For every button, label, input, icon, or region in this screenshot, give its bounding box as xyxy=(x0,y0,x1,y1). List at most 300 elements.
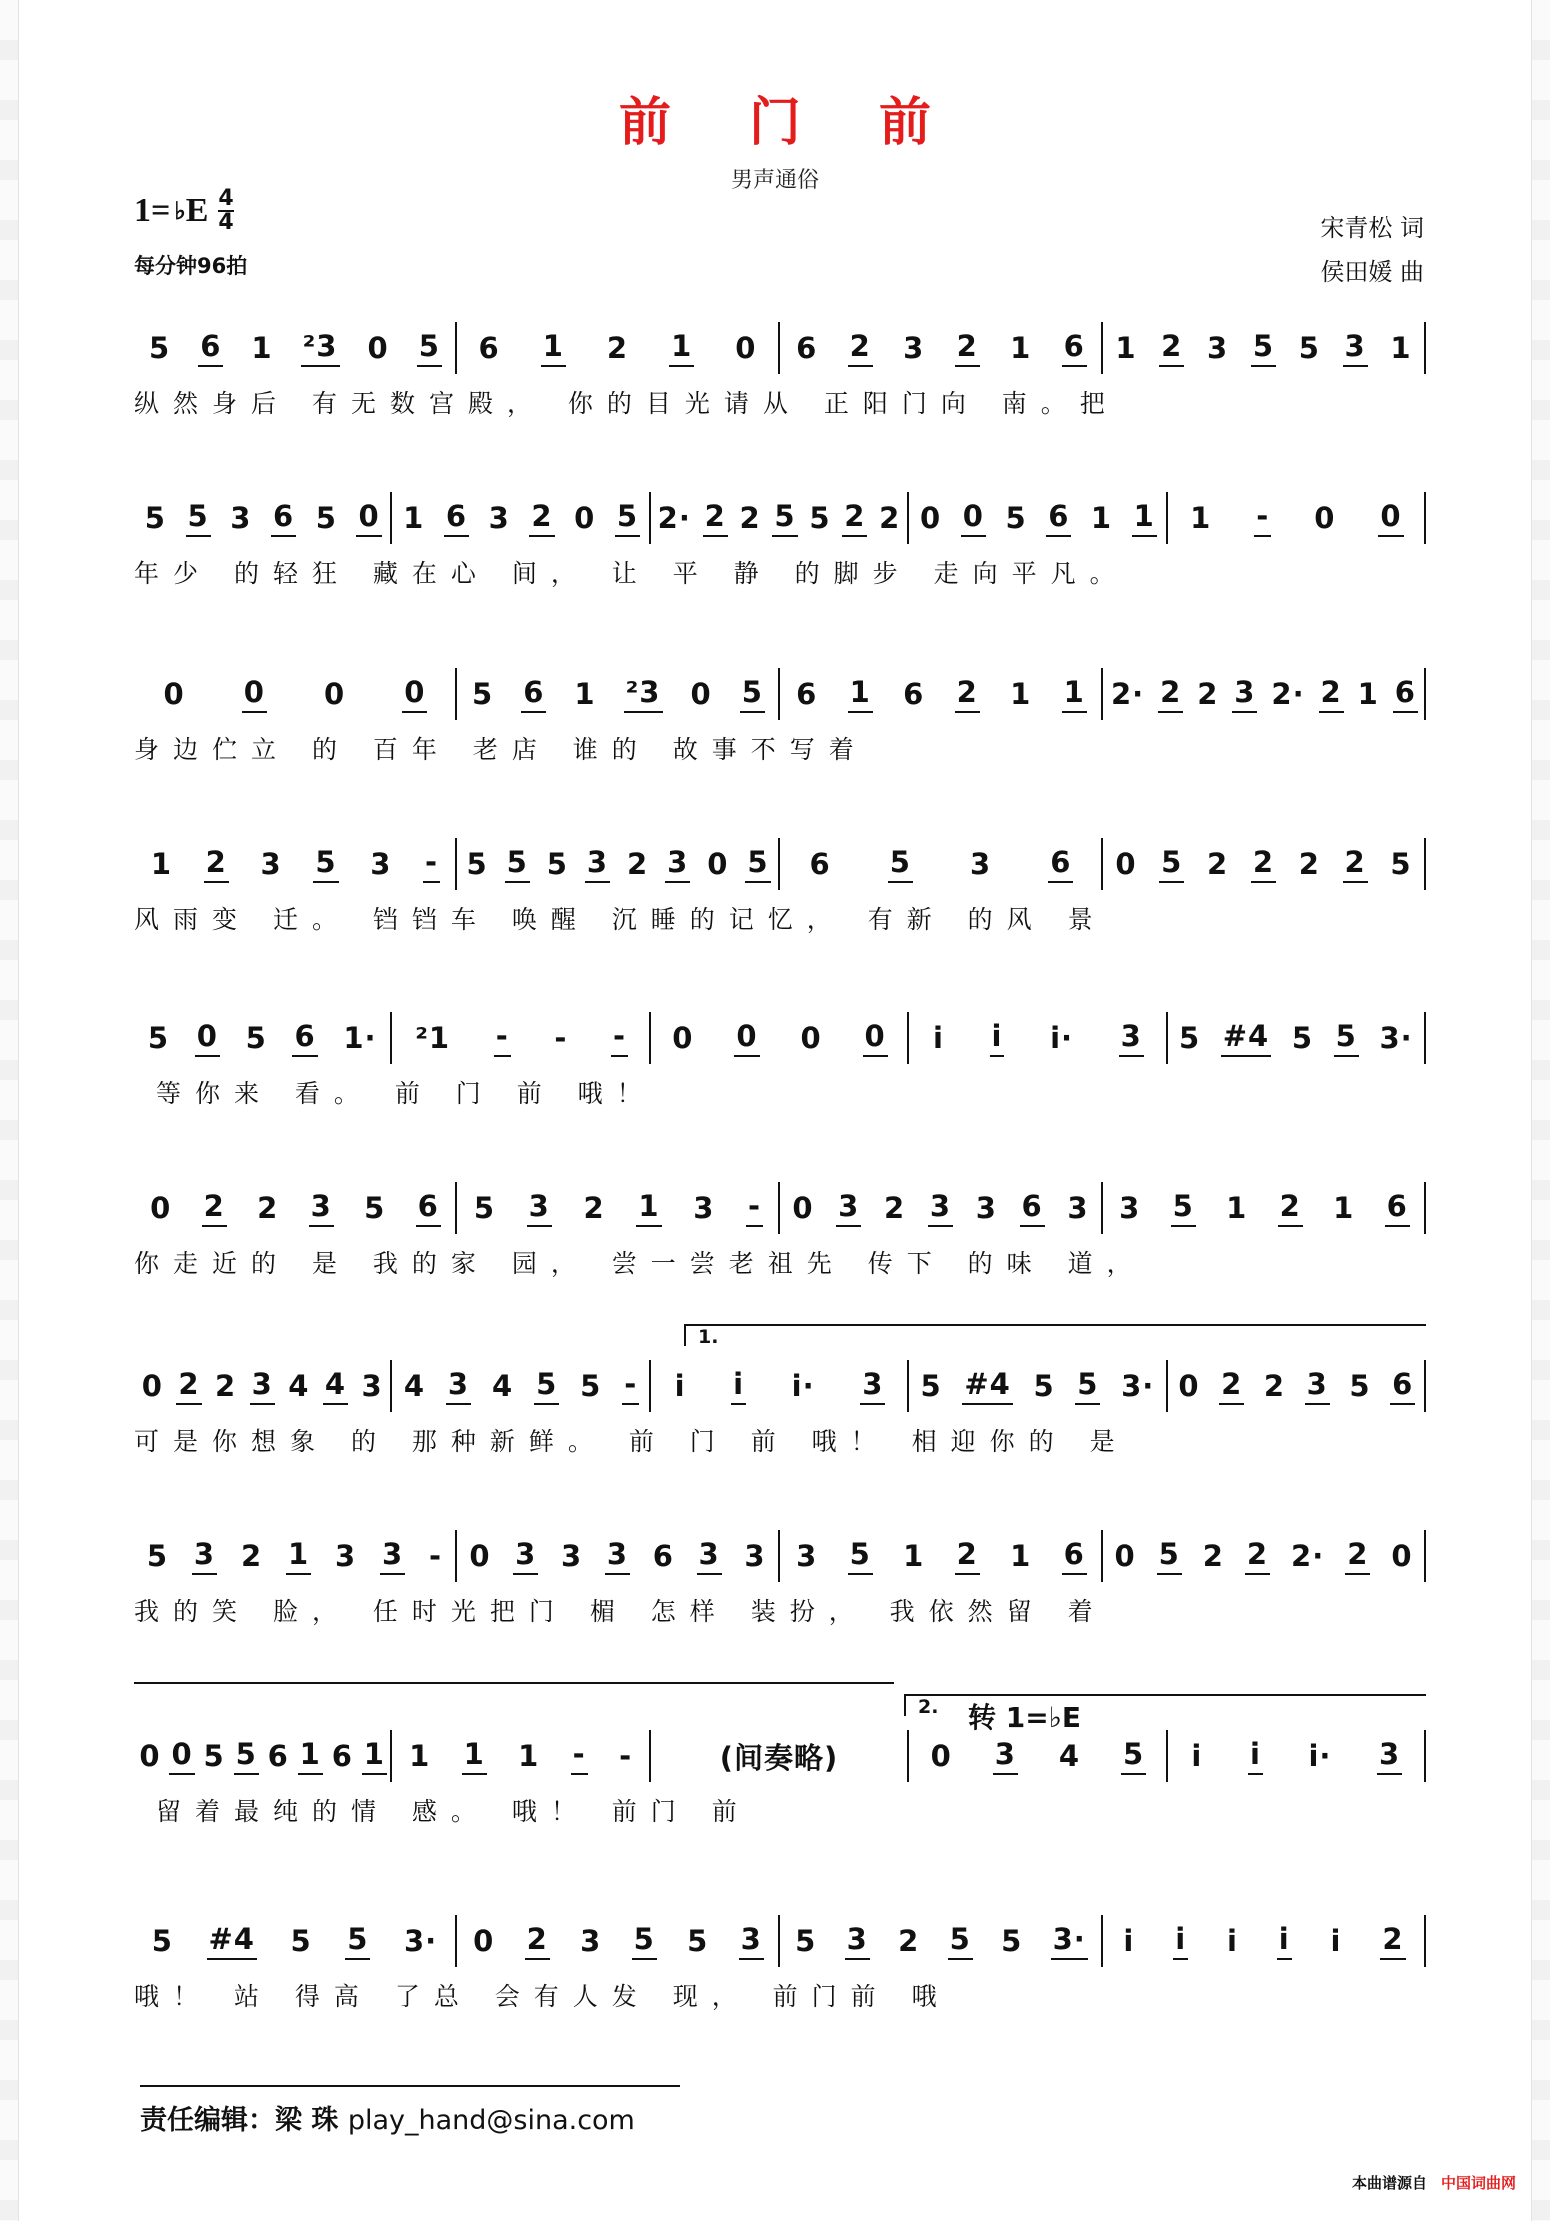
note: 0 xyxy=(150,1191,172,1225)
volta-bracket xyxy=(684,1324,1426,1346)
note: 5 xyxy=(848,1537,873,1575)
note: 5 xyxy=(149,331,171,365)
note: 2 xyxy=(1298,847,1320,881)
note: 1 xyxy=(848,675,873,713)
note: 3 xyxy=(697,1537,722,1575)
note: 0 xyxy=(469,1539,491,1573)
note: 1 xyxy=(1333,1191,1355,1225)
note: 0 xyxy=(735,331,757,365)
note: 0 xyxy=(324,677,346,711)
note: 3 xyxy=(527,1189,552,1227)
note: 3 xyxy=(230,501,252,535)
note: 5 xyxy=(1159,845,1184,883)
note: 2 xyxy=(1158,675,1183,713)
measure xyxy=(134,838,455,890)
measure xyxy=(455,1530,778,1582)
note: 0 xyxy=(792,1191,814,1225)
note: 2 xyxy=(257,1191,279,1225)
note: 3 xyxy=(585,845,610,883)
measure xyxy=(778,1530,1101,1582)
note: 3 xyxy=(665,845,690,883)
note: 1 xyxy=(1190,501,1212,535)
note: 3 xyxy=(361,1369,383,1403)
note: 2 xyxy=(884,1191,906,1225)
lyrics-line: 纵然身后 有无数宫殿， 你的目光请从 正阳门向 南。把 xyxy=(134,389,1119,418)
note: 5 xyxy=(772,499,797,537)
measure xyxy=(390,1730,648,1782)
note: 3 xyxy=(260,847,282,881)
notes-row xyxy=(134,492,1426,544)
song-title: 前门前 xyxy=(618,92,1009,153)
measure xyxy=(778,1915,1101,1967)
note: 6 xyxy=(1046,499,1071,537)
note: 0 xyxy=(707,847,729,881)
note: 2 xyxy=(1251,845,1276,883)
note: 5 xyxy=(186,499,211,537)
note: 0 xyxy=(1391,1539,1413,1573)
note: 6 xyxy=(267,1739,289,1773)
lyrics-line: 等你来 看。 前 门 前 哦！ xyxy=(134,1079,656,1108)
note: 6 xyxy=(521,675,546,713)
note: 3 xyxy=(1305,1367,1330,1405)
note: 1 xyxy=(541,329,566,367)
source-site: 中国词曲网 xyxy=(1440,2174,1516,2192)
measure xyxy=(649,492,907,544)
note: 2 xyxy=(1202,1539,1224,1573)
note: 5 xyxy=(1349,1369,1371,1403)
lyrics-line: 留着最纯的情 感。 哦！ 前门 前 xyxy=(134,1797,751,1826)
note: 3 xyxy=(488,501,510,535)
notes-row xyxy=(134,322,1426,374)
note: 3 xyxy=(580,1924,602,1958)
note: 3 xyxy=(928,1189,953,1227)
lyrics-line: 哦！ 站 得高 了总 会有人发 现， 前门前 哦 xyxy=(134,1982,951,2011)
note: i xyxy=(1226,1924,1238,1958)
note: 3 xyxy=(1232,675,1257,713)
measure xyxy=(907,1012,1165,1064)
note: 2 xyxy=(529,499,554,537)
note: 3· xyxy=(404,1924,438,1958)
note: 2 xyxy=(1380,1922,1405,1960)
note: i xyxy=(1330,1924,1342,1958)
source-label: 本曲谱源自 xyxy=(1351,2174,1427,2192)
note: 2 xyxy=(202,1189,227,1227)
note: 2 xyxy=(955,1537,980,1575)
note: 6 xyxy=(478,331,500,365)
note: 5 xyxy=(1075,1367,1100,1405)
measure xyxy=(907,492,1165,544)
note: 2 xyxy=(214,1369,237,1403)
notes-row xyxy=(134,1360,1426,1412)
note: i xyxy=(1191,1739,1203,1773)
lyrics-line: 你走近的 是 我的家 园， 尝一尝老祖先 传下 的味 道， xyxy=(134,1249,1146,1278)
note: 2 xyxy=(606,331,629,365)
footer-divider xyxy=(140,2085,680,2087)
note: 2 xyxy=(1278,1189,1303,1227)
note: 5 xyxy=(146,1539,169,1573)
note: 0 xyxy=(139,1739,161,1773)
note: - xyxy=(423,845,440,883)
note: 4 xyxy=(323,1367,348,1405)
note: 0 xyxy=(141,1369,163,1403)
measure xyxy=(907,1730,1165,1782)
score-system xyxy=(134,668,1424,778)
note: 6 xyxy=(652,1539,674,1573)
meter-bottom: 4 xyxy=(218,210,234,235)
note: 2 xyxy=(1245,1537,1270,1575)
note: 1 xyxy=(1010,1539,1032,1573)
note: 1 xyxy=(1010,677,1032,711)
note: - xyxy=(1254,499,1271,537)
note: 1· xyxy=(343,1021,377,1055)
note: 3 xyxy=(860,1367,885,1405)
note: 3 xyxy=(334,1539,357,1573)
note: 1 xyxy=(518,1739,540,1773)
measure xyxy=(134,668,455,720)
note: 0 xyxy=(919,501,942,535)
note: 0 xyxy=(800,1021,822,1055)
note: 6 xyxy=(796,331,818,365)
note: 3 xyxy=(693,1191,715,1225)
note: 3 xyxy=(1067,1191,1089,1225)
note: 5 xyxy=(313,845,338,883)
score-system xyxy=(134,1326,1424,1470)
note: 6 xyxy=(1385,1189,1410,1227)
note: 5 xyxy=(687,1924,709,1958)
note: 1 xyxy=(1062,675,1087,713)
note: #4 xyxy=(962,1367,1012,1405)
score-system xyxy=(134,1696,1424,1840)
note: 6 xyxy=(331,1739,353,1773)
note: 5 xyxy=(888,845,913,883)
note: 5 xyxy=(315,501,337,535)
note: 3 xyxy=(605,1537,630,1575)
note: 5 xyxy=(1157,1537,1182,1575)
note: 6 xyxy=(271,499,296,537)
note: 2· xyxy=(1110,677,1145,711)
note: 5 xyxy=(1178,1021,1201,1055)
note: 3 xyxy=(1119,1019,1144,1057)
note: 2· xyxy=(657,501,691,535)
note: 0 xyxy=(242,675,267,713)
lyrics-line: 可是你想象 的 那种新鲜。 前 门 前 哦！ 相迎你的 是 xyxy=(134,1427,1129,1456)
note: 2 xyxy=(848,329,873,367)
note: 3 xyxy=(796,1539,818,1573)
notes-row xyxy=(134,1530,1426,1582)
measure xyxy=(1166,1730,1424,1782)
score-system xyxy=(134,492,1424,602)
note: 1 xyxy=(574,677,596,711)
note: i xyxy=(1277,1922,1292,1960)
note: 3 xyxy=(380,1537,405,1575)
note: 1 xyxy=(1090,501,1113,535)
note: 2 xyxy=(955,329,980,367)
note: 5 xyxy=(466,847,488,881)
note: 3 xyxy=(845,1922,870,1960)
note: 6 xyxy=(292,1019,317,1057)
note: 5 xyxy=(632,1922,657,1960)
note: i xyxy=(1173,1922,1188,1960)
measure xyxy=(455,668,778,720)
note: 5 xyxy=(1334,1019,1359,1057)
composer-credit: 侯田媛 曲 xyxy=(1320,258,1424,286)
key-signature xyxy=(134,188,234,234)
note: 4 xyxy=(1058,1739,1081,1773)
score-system xyxy=(134,838,1424,948)
volta-line-end xyxy=(134,1682,894,1684)
note: 0 xyxy=(1378,499,1403,537)
note: 2· xyxy=(1271,677,1305,711)
measure xyxy=(649,1730,907,1782)
volta-label: 1. xyxy=(698,1326,719,1348)
measure xyxy=(455,1915,778,1967)
key-letter: E xyxy=(185,192,209,229)
note: i xyxy=(731,1367,746,1405)
note: 5 xyxy=(920,1369,942,1403)
note: 1 xyxy=(251,331,273,365)
note: 5 xyxy=(534,1367,559,1405)
note: 0 xyxy=(672,1021,694,1055)
editor-credit xyxy=(140,2098,635,2137)
note: 1 xyxy=(669,329,694,367)
note: 1 xyxy=(1010,331,1032,365)
note: 4 xyxy=(403,1369,426,1403)
measure xyxy=(134,1730,390,1782)
left-margin-strip xyxy=(0,0,19,2221)
editor-label: 责任编辑：梁 珠 xyxy=(140,2105,339,2136)
note: 6 xyxy=(1020,1189,1045,1227)
note: 3 xyxy=(1119,1191,1141,1225)
note: 6 xyxy=(416,1189,441,1227)
note: 1 xyxy=(286,1537,311,1575)
note: 2 xyxy=(240,1539,263,1573)
note: - xyxy=(554,1021,568,1055)
note: 0 xyxy=(163,677,185,711)
measure xyxy=(390,492,648,544)
note: 2 xyxy=(1343,845,1368,883)
score-system xyxy=(134,1012,1424,1122)
note: 3 xyxy=(739,1922,764,1960)
meter-top: 4 xyxy=(218,186,234,211)
measure xyxy=(1101,322,1424,374)
song-genre: 男声通俗 xyxy=(730,168,819,193)
measure xyxy=(1166,1012,1424,1064)
note: 5 xyxy=(473,1191,496,1225)
measure xyxy=(134,1915,455,1967)
note: 5 xyxy=(472,677,494,711)
measure xyxy=(1101,838,1424,890)
note: 4 xyxy=(492,1369,514,1403)
notes-row xyxy=(134,1730,1426,1782)
notes-row xyxy=(134,1915,1426,1967)
note: 1 xyxy=(636,1189,661,1227)
note: 2 xyxy=(1263,1369,1286,1403)
note: 5 xyxy=(245,1021,267,1055)
note: 2 xyxy=(1219,1367,1244,1405)
note: 5 xyxy=(345,1922,370,1960)
note: 2 xyxy=(955,675,980,713)
time-signature xyxy=(218,188,233,234)
note: 6 xyxy=(444,499,469,537)
note: 3· xyxy=(1379,1021,1413,1055)
note: 4 xyxy=(288,1369,310,1403)
right-margin-strip xyxy=(1531,0,1550,2221)
note: 1 xyxy=(1132,499,1157,537)
note: - xyxy=(494,1019,511,1057)
note: 3 xyxy=(250,1367,275,1405)
note: 1 xyxy=(150,847,173,881)
note: 3 xyxy=(513,1537,538,1575)
note: i xyxy=(933,1021,944,1055)
note: 3 xyxy=(370,847,392,881)
note: 2 xyxy=(1207,847,1229,881)
note: 1 xyxy=(298,1737,323,1775)
note: 2 xyxy=(176,1367,201,1405)
measure xyxy=(778,1182,1101,1234)
note: 1 xyxy=(409,1739,431,1773)
note: 6 xyxy=(1390,1367,1415,1405)
measure xyxy=(134,492,390,544)
note: 2 xyxy=(525,1922,550,1960)
note: ²3 xyxy=(624,675,663,713)
measure xyxy=(390,1360,648,1412)
note: 1 xyxy=(1390,331,1412,365)
note: 3 xyxy=(309,1189,334,1227)
tempo-marking: 每分钟96拍 xyxy=(134,254,248,278)
notes-row xyxy=(134,1182,1426,1234)
note: - xyxy=(622,1367,639,1405)
key-change-label: 转 1=♭E xyxy=(968,1701,1082,1734)
note: 3 xyxy=(1343,329,1368,367)
lyrics-line: 身边伫立 的 百年 老店 谁的 故事不写着 xyxy=(134,735,868,764)
measure xyxy=(455,838,778,890)
measure xyxy=(134,1012,390,1064)
note: 6 xyxy=(809,847,831,881)
lyrics-line: 年少 的轻狂 藏在心 间， 让 平 静 的脚步 走向平凡。 xyxy=(134,559,1129,588)
note: i· xyxy=(1050,1021,1074,1055)
measure xyxy=(1101,668,1424,720)
note: 1 xyxy=(1226,1191,1248,1225)
measure xyxy=(134,322,455,374)
note: 0 xyxy=(473,1924,495,1958)
measure xyxy=(134,1530,455,1582)
note: 5 xyxy=(615,499,640,537)
note: 2 xyxy=(1319,675,1344,713)
note: 5 xyxy=(1121,1737,1146,1775)
note: 3 xyxy=(836,1189,861,1227)
note: 3 xyxy=(561,1539,583,1573)
note: 2 xyxy=(1159,329,1184,367)
note: 6 xyxy=(198,329,223,367)
note: 5 xyxy=(809,501,831,535)
measure xyxy=(778,838,1101,890)
note: 0 xyxy=(169,1737,194,1775)
note: 0 xyxy=(930,1739,952,1773)
measure xyxy=(390,1012,648,1064)
note: - xyxy=(611,1019,628,1057)
editor-email: play_hand@sina.com xyxy=(347,2105,635,2136)
note: 0 xyxy=(1178,1369,1200,1403)
note: 5 xyxy=(234,1737,259,1775)
lyrics-line: 我的笑 脸， 任时光把门 楣 怎样 装扮， 我依然留 着 xyxy=(134,1597,1107,1626)
measure xyxy=(1101,1530,1424,1582)
key-prefix: 1= xyxy=(134,192,171,229)
note: 0 xyxy=(356,499,381,537)
note: 3 xyxy=(903,331,925,365)
measure xyxy=(455,322,778,374)
source-note xyxy=(1352,2172,1516,2193)
note: 2 xyxy=(879,501,901,535)
note: #4 xyxy=(1221,1019,1271,1057)
note: ²1 xyxy=(415,1021,451,1055)
note: 0 xyxy=(1114,1539,1136,1573)
note: i· xyxy=(1308,1739,1332,1773)
note: 1 xyxy=(403,501,425,535)
score-system xyxy=(134,322,1424,432)
note: #4 xyxy=(207,1922,257,1960)
note: i xyxy=(990,1019,1005,1057)
note: 5 xyxy=(144,501,166,535)
note: 5 xyxy=(1390,847,1412,881)
note: - xyxy=(429,1539,443,1573)
note: 6 xyxy=(1062,329,1087,367)
key-flat: ♭ xyxy=(174,198,186,225)
note: 0 xyxy=(690,677,712,711)
lyrics-line: 风雨变 迁。 铛铛车 唤醒 沉睡的记忆， 有新 的风 景 xyxy=(134,905,1107,934)
note: 1 xyxy=(1115,331,1137,365)
note: 5 xyxy=(1291,1021,1314,1055)
note: 0 xyxy=(195,1019,220,1057)
note: i xyxy=(1123,1924,1135,1958)
note: 5 xyxy=(1033,1369,1055,1403)
note: 5 xyxy=(147,1021,170,1055)
measure xyxy=(455,1182,778,1234)
note: 0 xyxy=(1115,847,1137,881)
note: i· xyxy=(791,1369,815,1403)
measure xyxy=(907,1360,1165,1412)
note: 2 xyxy=(1197,677,1219,711)
note: 5 xyxy=(745,845,770,883)
note: 1 xyxy=(362,1737,387,1775)
note: 0 xyxy=(402,675,427,713)
score-system xyxy=(134,1182,1424,1292)
note: 3 xyxy=(1377,1737,1402,1775)
note: 2· xyxy=(1291,1539,1325,1573)
note: 3· xyxy=(1121,1369,1155,1403)
note: - xyxy=(571,1737,588,1775)
note: 5 xyxy=(795,1924,817,1958)
lyricist-credit: 宋青松 词 xyxy=(1320,214,1424,242)
note: 5 xyxy=(151,1924,173,1958)
note: 2 xyxy=(626,847,649,881)
note: 3 xyxy=(1207,331,1229,365)
note: 3 xyxy=(446,1367,471,1405)
note: 6 xyxy=(796,677,818,711)
measure xyxy=(649,1012,907,1064)
note: 5 xyxy=(580,1369,602,1403)
note: 2 xyxy=(204,845,229,883)
note: 2 xyxy=(1345,1537,1370,1575)
note: 6 xyxy=(1393,675,1418,713)
note: i xyxy=(1248,1737,1263,1775)
measure xyxy=(778,322,1101,374)
note: 0 xyxy=(367,331,389,365)
note: 2 xyxy=(583,1191,605,1225)
note: 5 xyxy=(1298,331,1320,365)
note: 3· xyxy=(1051,1922,1088,1960)
note: 6 xyxy=(1048,845,1073,883)
note: 5 xyxy=(417,329,442,367)
